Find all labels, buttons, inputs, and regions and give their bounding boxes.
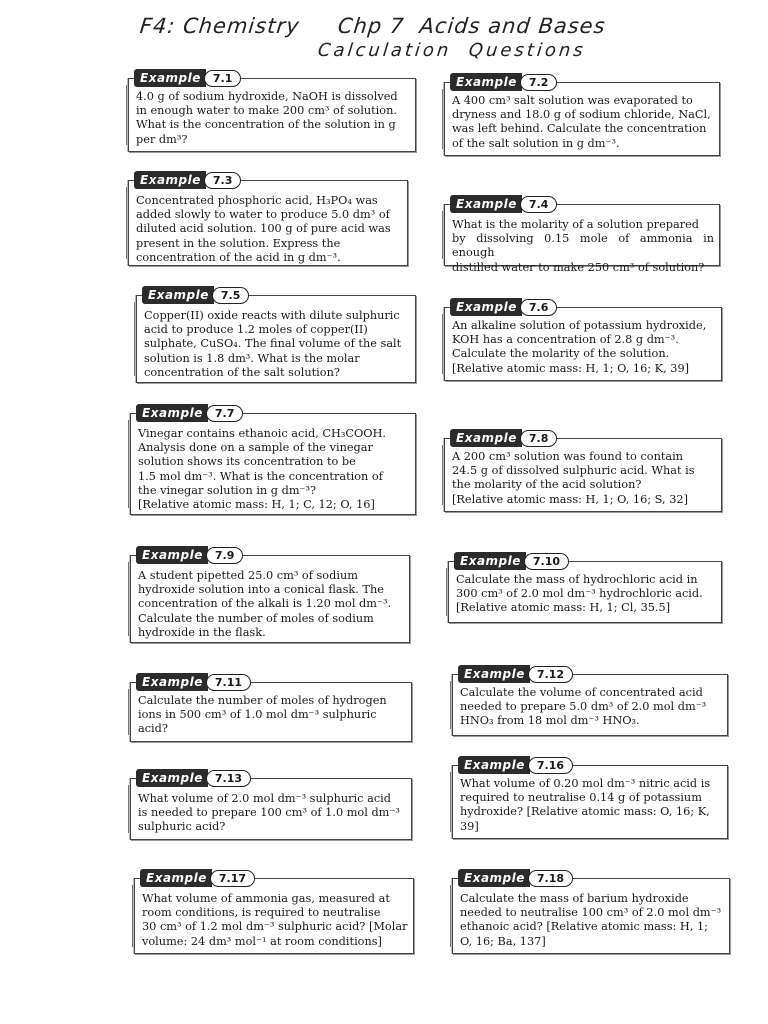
example-card-7-8 [444,428,722,512]
question-text: Calculate the mass of barium hydroxide needed to neutralise 100 cm³ of 2.0 mol dm⁻³ ethanoic acid? [Relative atomic mass: H, 1; O, 16; Ba, 137] [460,892,722,948]
example-label: Example [136,404,208,422]
example-number: 7.5 [212,287,250,304]
example-label: Example [458,869,530,887]
example-number: 7.3 [204,172,242,189]
example-label: Example [458,756,530,774]
example-label: Example [450,195,522,213]
question-text: What is the molarity of a solution prepared by dissolving 0.15 mole of ammonia in enough distilled water to make 250 cm³ of solution? [452,218,714,274]
example-number: 7.10 [524,553,569,570]
example-card-7-5 [136,285,416,383]
example-card-7-18 [452,868,730,954]
example-card-7-7 [130,403,416,515]
example-number: 7.1 [204,70,242,87]
example-number: 7.17 [210,870,255,887]
example-card-7-17 [134,868,414,954]
question-text: What volume of 0.20 mol dm⁻³ nitric acid is required to neutralise 0.14 g of potassium hydroxide? [Relative atomic mass: O, 16; K, 39] [460,777,711,833]
question-text: An alkaline solution of potassium hydroxide, KOH has a concentration of 2.8 g dm⁻³. Calculate the molarity of the solution. [Relative atomic mass: H, 1; O, 16; K, 39] [452,319,707,375]
example-card-7-11 [130,672,412,742]
example-card-7-2 [444,72,720,156]
example-label: Example [136,673,208,691]
example-label: Example [140,869,212,887]
example-card-7-12 [452,664,728,736]
example-card-7-10 [448,551,722,623]
question-text: Calculate the volume of concentrated acid needed to prepare 5.0 dm³ of 2.0 mol dm⁻³ HNO₃ from 18 mol dm⁻³ HNO₃. [460,686,707,728]
question-text: Calculate the number of moles of hydrogen ions in 500 cm³ of 1.0 mol dm⁻³ sulphuric acid? [138,694,387,736]
example-number: 7.7 [206,405,244,422]
question-text: What volume of ammonia gas, measured at room conditions, is required to neutralise 30 cm³ of 1.2 mol dm⁻³ sulphuric acid? [Molar volume: 24 dm³ mol⁻¹ at room conditions] [142,892,408,948]
example-number: 7.9 [206,547,244,564]
example-card-7-13 [130,768,412,840]
handwritten-subtitle: Calculation Questions [316,40,587,61]
example-label: Example [136,546,208,564]
example-number: 7.11 [206,674,251,691]
question-text: Concentrated phosphoric acid, H₃PO₄ was added slowly to water to produce 5.0 dm³ of diluted acid solution. 100 g of pure acid was present in the solution. Express the concentration of the acid in g dm⁻³. [136,194,391,264]
example-label: Example [450,298,522,316]
example-card-7-3 [128,170,408,266]
example-number: 7.4 [520,196,558,213]
example-card-7-1 [128,68,416,152]
example-label: Example [450,73,522,91]
question-text: A student pipetted 25.0 cm³ of sodium hydroxide solution into a conical flask. The concentration of the alkali is 1.20 mol dm⁻³. Calculate the number of moles of sodium hydroxide in the flask. [138,569,392,639]
example-number: 7.16 [528,757,573,774]
example-label: Example [142,286,214,304]
question-text: 4.0 g of sodium hydroxide, NaOH is dissolved in enough water to make 200 cm³ of solution. What is the concentration of the solution in g per dm³? [136,90,398,146]
example-card-7-9 [130,545,410,643]
example-label: Example [134,69,206,87]
question-text: A 400 cm³ salt solution was evaporated to dryness and 18.0 g of sodium chloride, NaCl, was left behind. Calculate the concentration of the salt solution in g dm⁻³. [452,94,711,150]
example-card-7-16 [452,755,728,839]
example-label: Example [458,665,530,683]
example-number: 7.18 [528,870,573,887]
question-text: What volume of 2.0 mol dm⁻³ sulphuric acid is needed to prepare 100 cm³ of 1.0 mol dm⁻³ sulphuric acid? [138,792,400,834]
example-number: 7.2 [520,74,558,91]
example-label: Example [454,552,526,570]
example-number: 7.12 [528,666,573,683]
example-label: Example [450,429,522,447]
example-card-7-6 [444,297,722,381]
question-text: Vinegar contains ethanoic acid, CH₃COOH. Analysis done on a sample of the vinegar solution shows its concentration to be 1.5 mol dm⁻³. What is the concentration of the vinegar solution in g dm⁻³? [Relative atomic mass: H, 1; C, 12; O, 16] [138,427,387,512]
question-text: A 200 cm³ solution was found to contain 24.5 g of dissolved sulphuric acid. What is the molarity of the acid solution? [Relative atomic mass: H, 1; O, 16; S, 32] [452,450,695,506]
question-text: Calculate the mass of hydrochloric acid in 300 cm³ of 2.0 mol dm⁻³ hydrochloric acid. [Relative atomic mass: H, 1; Cl, 35.5] [456,573,703,615]
handwritten-title: F4: Chemistry Chp 7 Acids and Bases [138,14,607,38]
example-label: Example [134,171,206,189]
example-card-7-4 [444,194,720,274]
example-number: 7.8 [520,430,558,447]
example-number: 7.6 [520,299,558,316]
example-label: Example [136,769,208,787]
question-text: Copper(II) oxide reacts with dilute sulphuric acid to produce 1.2 moles of copper(II) sulphate, CuSO₄. The final volume of the salt solution is 1.8 dm³. What is the molar concentration of the salt solution? [144,309,402,379]
example-number: 7.13 [206,770,251,787]
